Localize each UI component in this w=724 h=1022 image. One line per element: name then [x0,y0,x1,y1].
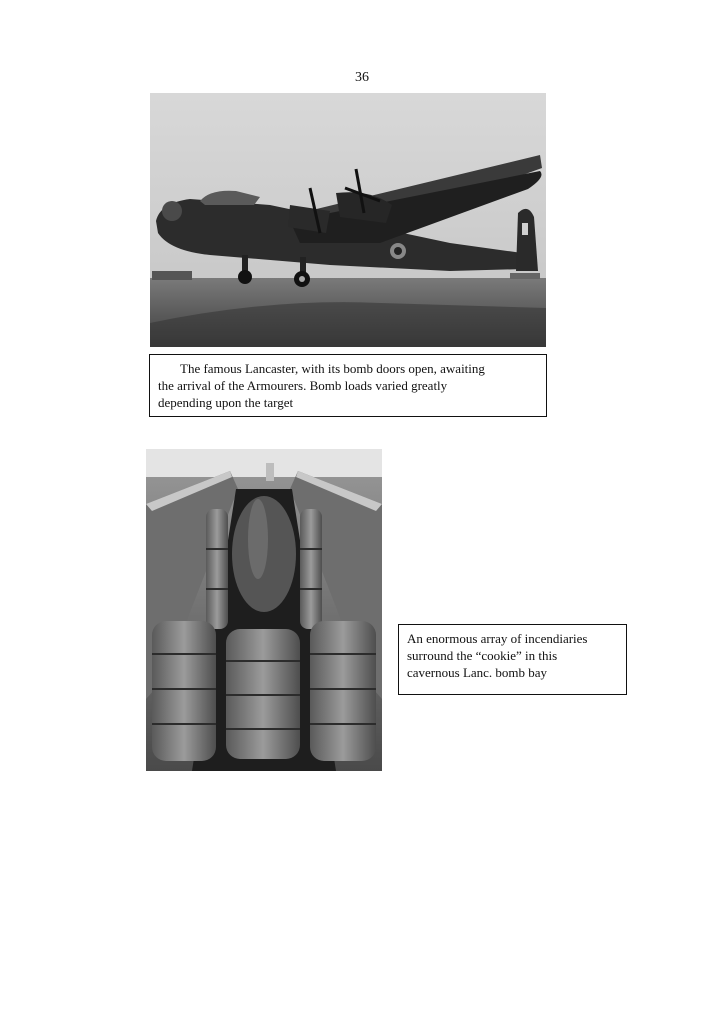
lancaster-caption [149,354,547,417]
caption-line: cavernous Lanc. bomb bay [407,665,548,680]
bomb-bay-caption [398,624,627,695]
caption-line: surround the “cookie” in this [407,648,558,663]
caption-line: An enormous array of incendiaries [407,631,588,646]
caption-line: The famous Lancaster, with its bomb doors open, awaiting [180,361,485,376]
page-number: 36 [355,70,369,85]
caption-line: depending upon the target [158,395,294,410]
lancaster-photo [150,93,546,347]
caption-line: the arrival of the Armourers. Bomb loads varied greatly [158,378,448,393]
bomb-bay-photo [146,449,382,771]
